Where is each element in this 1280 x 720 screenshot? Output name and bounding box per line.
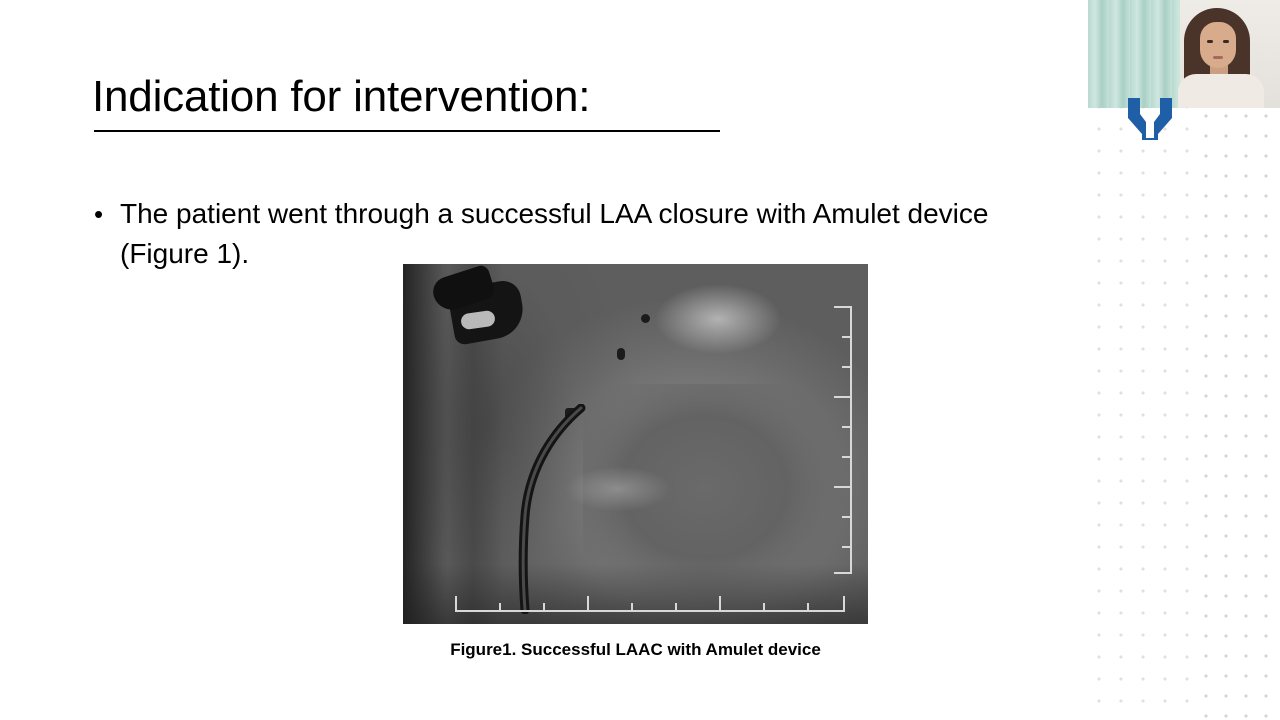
presenter-torso — [1178, 74, 1264, 108]
xray-bright-region-upper — [633, 274, 803, 364]
bullet-marker: • — [94, 199, 104, 229]
presenter-mouth — [1213, 56, 1223, 59]
radiopaque-marker-icon — [641, 314, 650, 323]
blue-logo-mark-icon — [1124, 96, 1176, 140]
presenter-eye-left — [1207, 40, 1213, 43]
page-title: Indication for intervention: — [92, 72, 591, 121]
list-item — [94, 194, 1094, 274]
figure-container — [403, 264, 868, 624]
title-underline — [94, 130, 720, 132]
decorative-dot-band — [1190, 0, 1280, 720]
decorative-dot-band-secondary — [1084, 108, 1194, 720]
horizontal-ruler — [455, 592, 845, 612]
fluoroscopy-image — [403, 264, 868, 624]
bullet-text: The patient went through a successful LAA closure with Amulet device (Figure 1). — [120, 198, 989, 269]
radiopaque-marker-icon — [617, 348, 625, 360]
vertical-ruler — [830, 306, 852, 574]
catheter-icon — [503, 404, 593, 614]
presenter-eye-right — [1223, 40, 1229, 43]
bullet-list — [94, 194, 1094, 274]
figure-caption: Figure1. Successful LAAC with Amulet device — [450, 640, 821, 659]
presenter-face — [1200, 22, 1236, 68]
video-background-curtain — [1088, 0, 1180, 108]
presenter-video[interactable] — [1088, 0, 1280, 108]
